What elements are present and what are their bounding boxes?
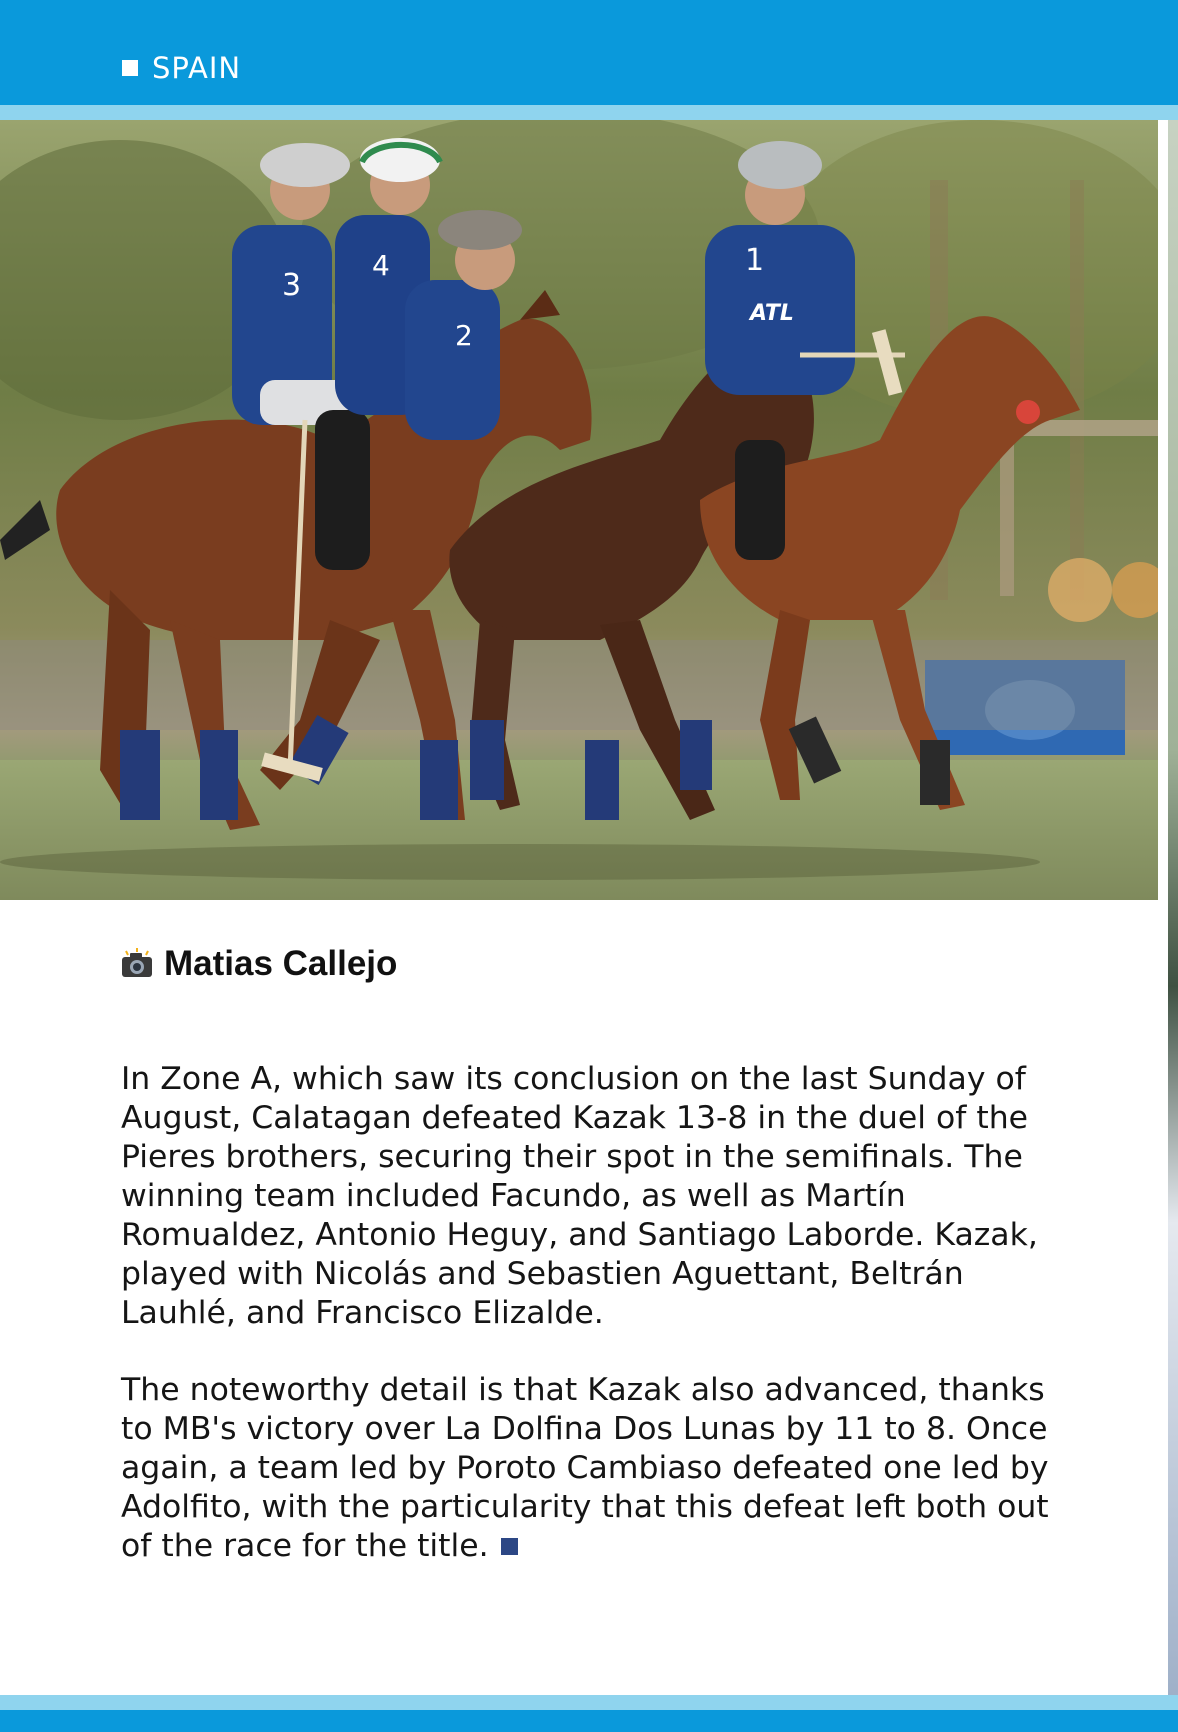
jersey-number-3: 3: [282, 268, 302, 303]
footer-bar: [0, 1710, 1178, 1732]
end-mark-icon: [501, 1538, 518, 1555]
footer-stripe: [0, 1695, 1178, 1710]
article-paragraph: [121, 1371, 1071, 1566]
article-paragraph-text: The noteworthy detail is that Kazak also advanced, thanks to MB's victory over La Dolfina Dos Lunas by 11 to 8. Once again, a team led by Poroto Cambiaso defeated one led by Adolfito, with the particularity that this defeat left both out of the race for the title.: [121, 1372, 1049, 1564]
next-page-edge: [1168, 120, 1178, 1695]
camera-icon: [120, 948, 154, 980]
photo-credit: [120, 940, 397, 988]
article-paragraph: In Zone A, which saw its conclusion on the last Sunday of August, Calatagan defeated Kazak 13-8 in the duel of the Pieres brothers, securing their spot in the semifinals. The winning team included Facundo, as well as Martín Romualdez, Antonio Heguy, and Santiago Laborde. Kazak, played with Nicolás and Sebastien Aguettant, Beltrán Lauhlé, and Francisco Elizalde.: [121, 1061, 1038, 1331]
jersey-number-4: 4: [372, 249, 390, 282]
jersey-number-1: 1: [745, 243, 765, 278]
photographer-name: Matias Callejo: [164, 944, 398, 983]
article-body: [121, 1060, 1071, 1604]
section-label: [122, 48, 241, 88]
page-gutter: [1158, 120, 1168, 1695]
polo-photo: [0, 120, 1158, 900]
section-square-icon: [122, 60, 138, 76]
jersey-logo: ATL: [750, 301, 794, 326]
header-stripe: [0, 105, 1178, 120]
section-title: SPAIN: [152, 51, 242, 85]
jersey-number-2: 2: [455, 319, 473, 352]
